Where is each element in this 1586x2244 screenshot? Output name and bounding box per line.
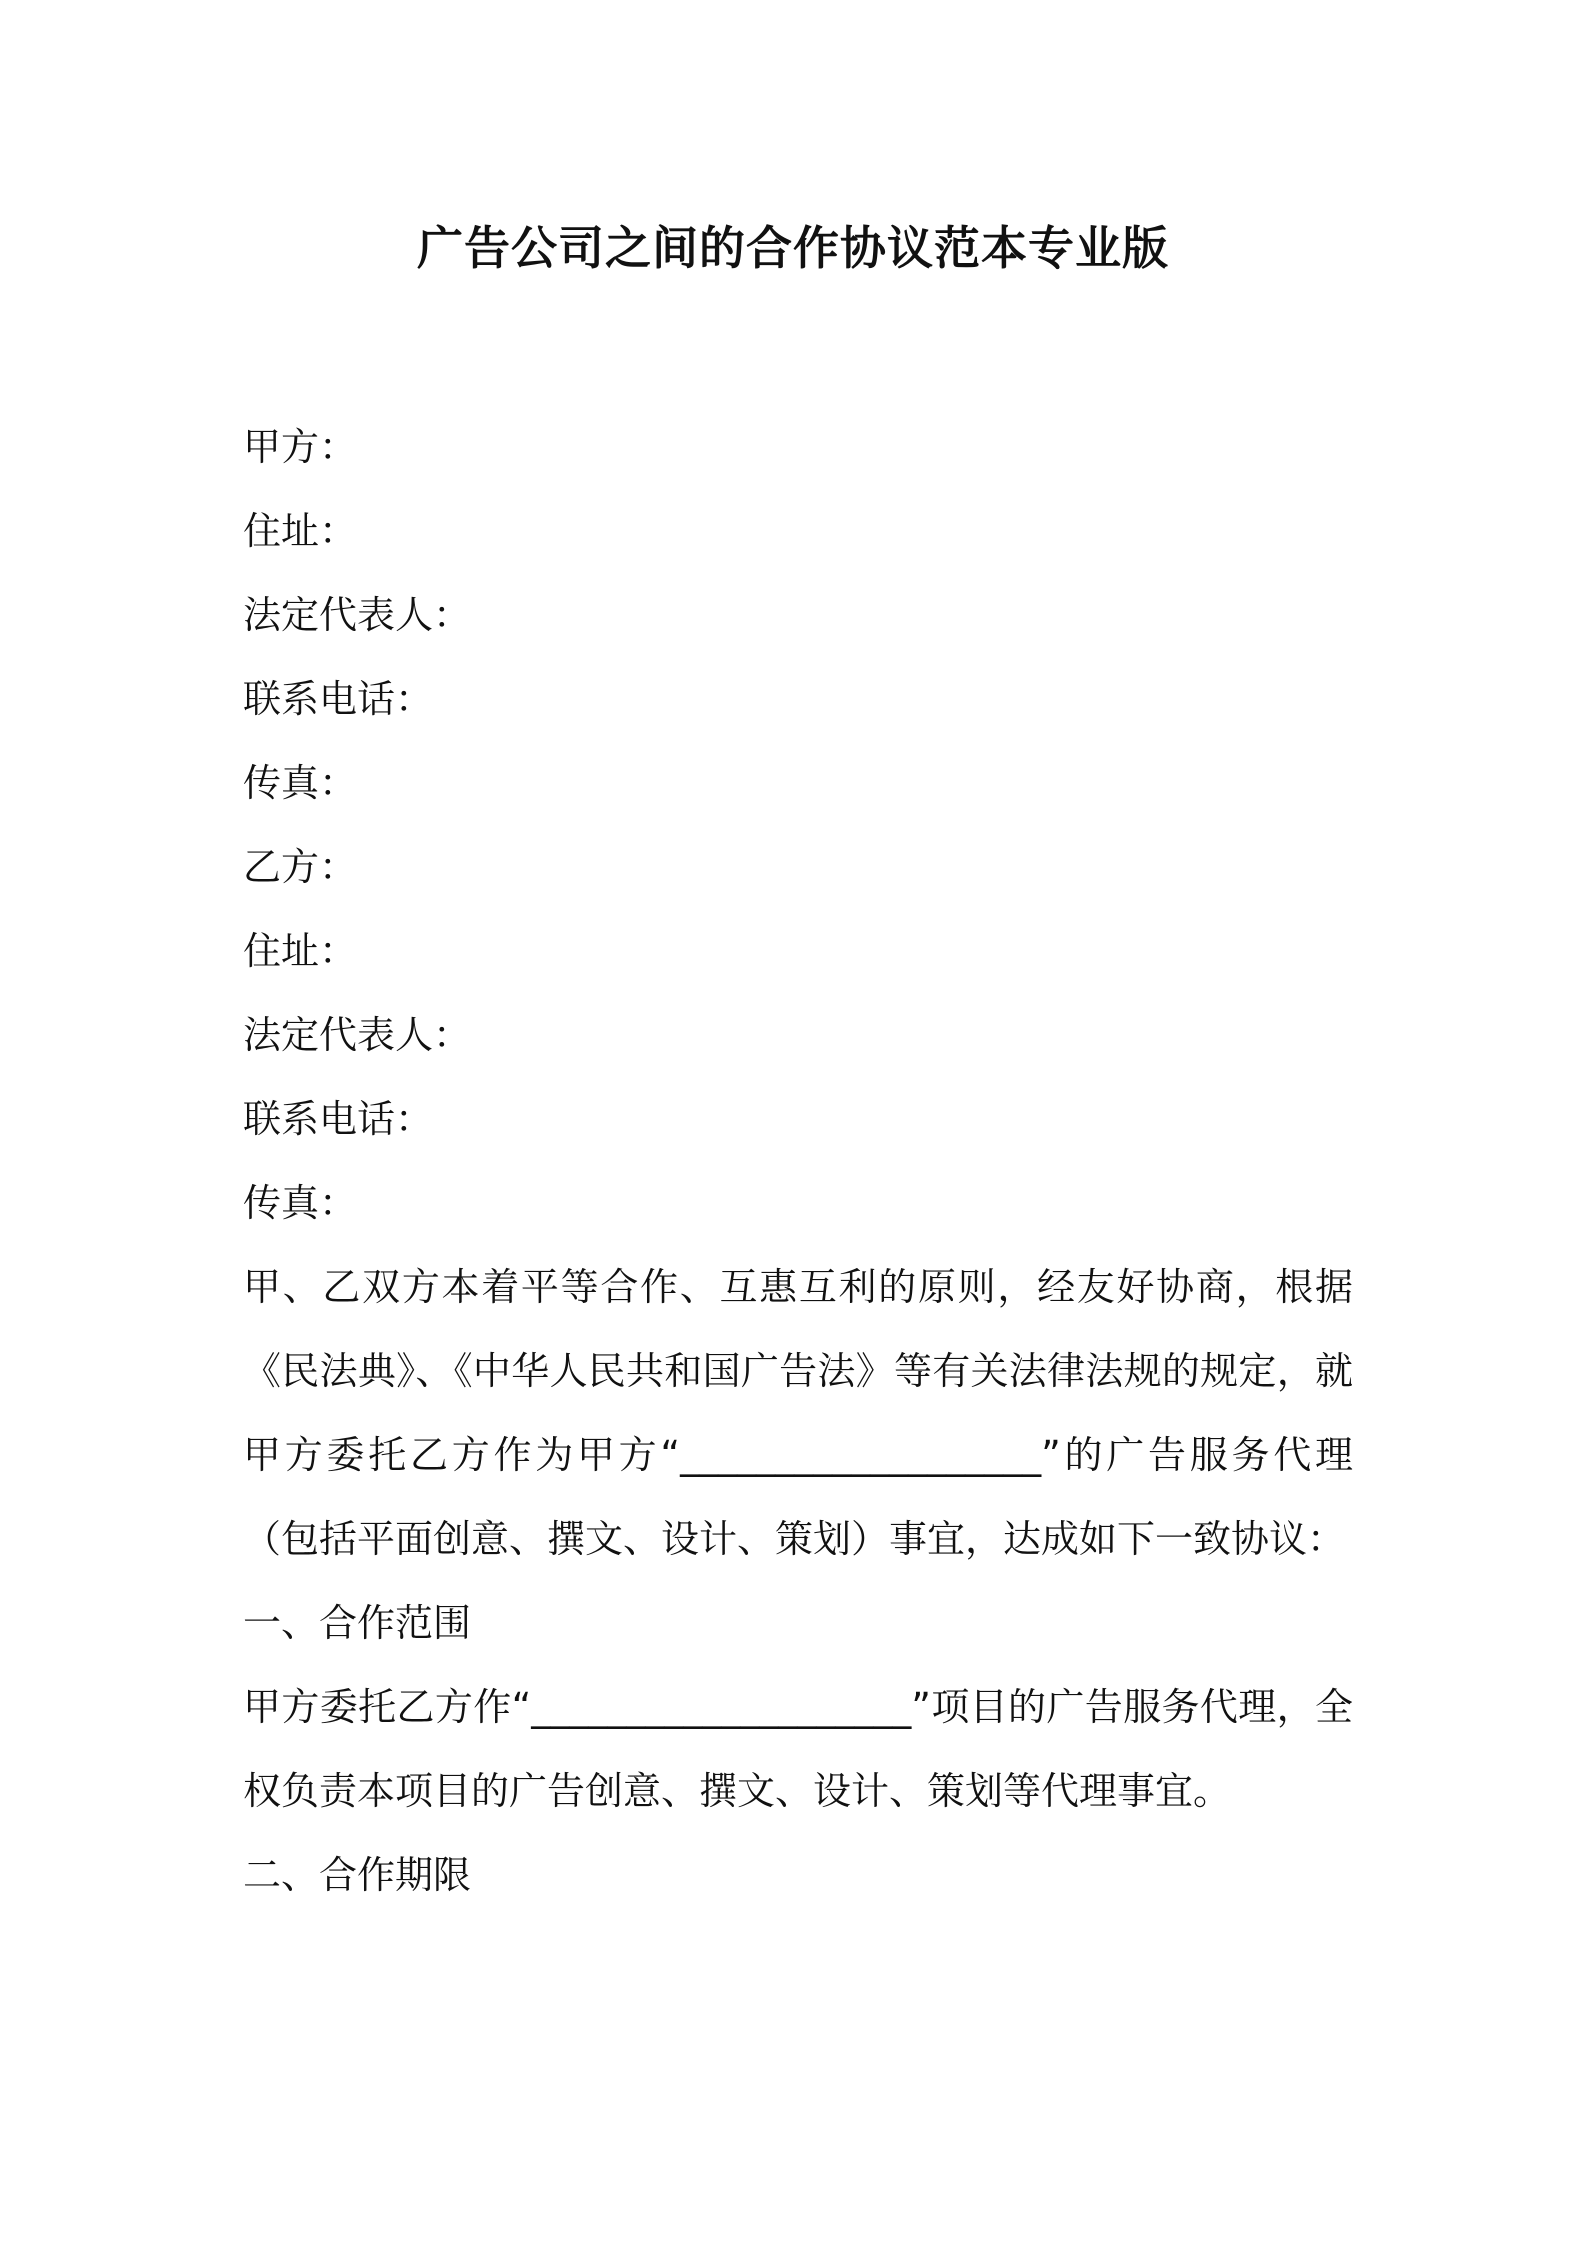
party-a-phone-label: 联系电话： (243, 677, 434, 721)
document-body (243, 405, 1353, 1917)
party-b-phone-label: 联系电话： (243, 1097, 434, 1141)
party-b-name-label: 乙方： (243, 845, 358, 889)
party-b-legal-rep-label: 法定代表人： (243, 1013, 472, 1057)
preamble-paragraph: 甲、乙双方本着平等合作、互惠互利的原则，经友好协商，根据《民法典》、《中华人民共和国广告法》等有关法律法规的规定，就甲方委托乙方作为甲方“___________________”的广告服务代理（包括平面创意、撰文、设计、策划）事宜，达成如下一致协议： (243, 1265, 1353, 1561)
party-b-address-label: 住址： (243, 929, 358, 973)
party-a-name-label: 甲方： (243, 425, 358, 469)
section-1-heading: 一、合作范围 (243, 1601, 472, 1645)
section-2-heading: 二、合作期限 (243, 1853, 472, 1897)
party-a-address-label: 住址： (243, 509, 358, 553)
section-1-body: 甲方委托乙方作“____________________”项目的广告服务代理，全权负责本项目的广告创意、撰文、设计、策划等代理事宜。 (243, 1685, 1353, 1813)
party-a-legal-rep-label: 法定代表人： (243, 593, 472, 637)
document-title: 广告公司之间的合作协议范本专业版 (417, 221, 1169, 275)
party-a-fax-label: 传真： (243, 761, 358, 805)
party-b-fax-label: 传真： (243, 1181, 358, 1225)
